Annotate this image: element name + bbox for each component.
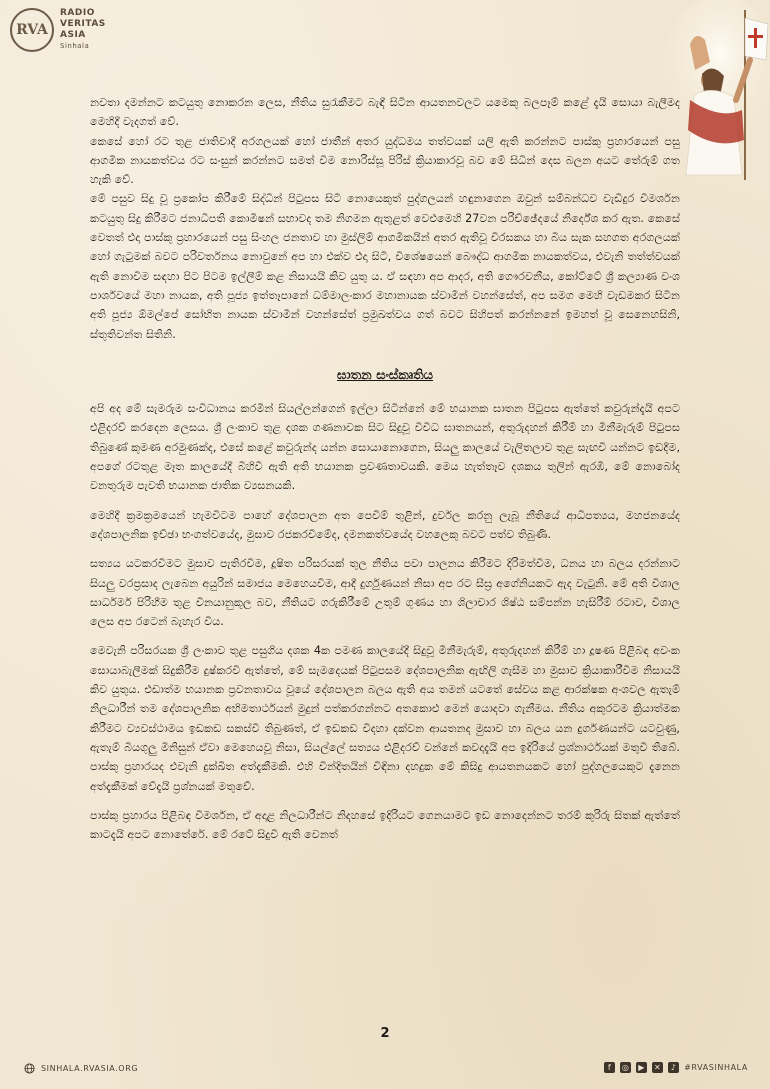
paragraph: සත්‍යය යටකරවීමට මුසාව පැතිරවීම, දූෂිත පරිසරයක් තුල නීතිය පවා පාලනය කිරීමට දිරිමත්වීම, ධනය හා බලය දරන්නාට සියලු වරප්‍රසාද ලැබෙන අයුරින් සමාජය මෙහෙයවීම, ආදී දුර්ගුණයන් නිසා අප රට සීඝ්‍ර අගේනියකට ඇද වැටුනි. මේ අති විශාල සාර්ධර්ම පිරිහීම තුළ විනයානුකූල බව, නීතියට ගරුකිරීමේ උතුම් ගුණය හා ශිලාචාර ශිෂ්ඨ සම්පන්න හැසිරීම් රටාව, විශාල ලෙස අප රටෙන් බැහැර විය.: [90, 557, 680, 629]
rva-emblem-icon: RVA: [10, 8, 54, 52]
page-number: 2: [380, 1026, 390, 1041]
footer-social: [604, 1062, 748, 1073]
radio-veritas-logo: [10, 8, 106, 52]
instagram-icon[interactable]: ◎: [621, 1063, 630, 1072]
globe-icon: [24, 1063, 35, 1074]
article-body: [90, 93, 680, 854]
logo-line-2: VERITAS: [60, 19, 106, 29]
section-heading: ඝාතන සංස්කෘතිය: [337, 367, 433, 383]
paragraph: නවතා දමන්නට කටයුතු නොකරන ලෙස, නීතිය සුරැකීමට බැඳී සිටින ආයතනවලට යමෙකු බලපෑම් කළේ දැයි සොයා බැලීමද මෙහිදී වැදගත් වේ.: [90, 96, 680, 129]
x-icon[interactable]: ✕: [653, 1063, 662, 1072]
paragraph: පාස්කු ප්‍රහාරය පිළිබඳ විමර්ශන, ඒ අදාළ නිලධාරීන්ට නිදහසේ ඉදිරියට ගෙනයාමට ඉඩ නොදෙන්නට තරම් කුරිරු සිතක් ඇත්තේ කාටදැයි අපට නොතේරේ. මේ රටේ සිදුවී ඇති වෙනත්: [90, 808, 680, 842]
paragraph: මෙහිදී ක්‍රමක්‍රමයෙන් හැමවිටම පාහේ දේශපාලන අත පෙවීම් තුළින්, දුර්වල කරනු ලැබූ නීතියේ ආධිපත්‍යය, මහජනයේද දේශපාලනික ඉච්ඡා භංගත්වයේද, මුසාව රජකරවීමේද, දමනකත්වයේද වහලෙකු බවට පත්ව තිබුණි.: [90, 508, 680, 541]
logo-line-3: ASIA: [60, 30, 86, 40]
tiktok-icon[interactable]: ♪: [668, 1062, 679, 1073]
paragraph: අපි අද මේ සැමරුම සංවිධානය කරමින් සියල්ලන්ගෙන් ඉල්ලා සිටින්නේ මේ භයානක ඝාතන පිටුපස ඇත්තේ කවුරුන්දැයි අපට එළිදරව් කරදෙන ලෙසය. ශ්‍රී ලංකාව තුළ දශක ගණනාවක සිට සිදුවූ විවිධ ඝාතනයන්, අතුරුදහන් කිරීම් හා මිනීමැරුම් පිටුපස තිබුණේ කුමණ අරමුණක්ද, එසේ කළේ කවුරුන්ද යන්න සොයානොගෙන, සියලු කාලයේ වැලිතලාව තුළ සැඟවී යන්නට ඉඩදීම, අපගේ රටතුළ මෑත කාලයේදී බිහිවී ඇති අති භයානක ප්‍රවණතාවයකි. මෙය හැත්තෑව දශකය තුලින් ඇරඹී, මේ නොබෝද වනතුරුම පැවති භයානක ජාතික ව්‍යසනයකි.: [90, 402, 680, 493]
hashtag: #RVASINHALA: [684, 1063, 748, 1072]
paragraph: මෙවැනි පරිසරයක ශ්‍රී ලංකාව තුළ පසුගිය දශක 4ක පමණ කාලයේදී සිදුවූ මිනීමැරුම්, අතුරුදහන් කිරීම් හා දූෂණ පිළිබඳ අවංක සොයාබැලීමක් සිදුකිරීම දුෂ්කරවී ඇත්තේ, මේ සැමදෙයක් පිටුපසම දේශපාලනික ඇඟිලි ගැසීම හා මුසාව ක්‍රියාකාරීවීම නිසායයි කිව යුතුය. එඩාත්ම භයානක ප්‍රවනතාවය වූයේ දේශපාලන බලය ඇති අය තමන් යටතේ සේවය කළ ආරක්ෂක අංශවල ඇතැම් නිලධාරීන් තම දේශපාලනික අභිමතාර්ථයන් මුදුන් පත්කරගන්නට අතකොළු මෙන් යොදවා ගැනීමය. නීතිය අකුරටම ක්‍රියාත්මක කිරීමට ව්‍යවස්ථාමය ඉඩකඩ සකස්වී තිබුණත්, ඒ ඉඩකඩ විදහා දක්වන ආයතනද මුසාව හා බලය යන දුර්ගණයන්ට යටවුණු, ඇතැම් බියගුලු මිනිසුන් ඒවා මෙහෙයවූ නිසා, සියල්ලේ සත්‍යය එළිදරව් වන්නේ කවදාදැයි අප ඉදිරියේ ප්‍රශ්නාර්ථයක් මතුවී තිබේ. පාස්කු ප්‍රහාරයද එවැනි දුක්ඛිත අත්දැකීමකි. එහි වින්දිතයින් විඳිනා දහදුක මේ කිසිදු ආයතනයකට හෝ පුද්ගලයෙකුට දැනෙන අත්දැකීමක් වේදැයි ප්‍රශ්නයක් මතුවේ.: [90, 644, 680, 793]
paragraph: කෙසේ හෝ රට තුළ ජාතිවාදී අරගලයක් හෝ ජාතීන් අතර යුද්ධමය තත්වයක් යලි ඇති කරන්නට පාස්කු ප්‍රහාරයෙන් පසු ආගමික නායකත්වය රට සංසුන් කරන්නට සමත් වීම නොරිස්සූ පිරිස් ක්‍රියාකාරවූ බව මේ සිධීන් දෙස බලන අයට තේරුම් ගත හැකි වේ.: [90, 134, 680, 187]
logo-wordmark: [60, 8, 106, 52]
logo-line-4: Sinhala: [60, 42, 90, 50]
footer-website[interactable]: [24, 1063, 138, 1074]
website-link[interactable]: SINHALA.RVASIA.ORG: [41, 1064, 139, 1073]
logo-line-1: RADIO: [60, 8, 95, 18]
youtube-icon[interactable]: ▶: [636, 1062, 647, 1073]
paragraph: මේ පසුව සිදු වූ ප්‍රකෝප කිරීමේ සිද්ධීන් පිටුපස සිටි නොයෙකුත් පුද්ගලයන් හඳුනාගෙන ඔවුන් සම්බන්ධව වැඩිදුර විමර්ශන කටයුතු සිදු කිරීමට ජනාධිපති කොමිෂන් සභාවද තම නිගමන ඇතුළත් වෙළුමෙහි 27වන පරිච්ඡේදයේ නිර්දේශ කර ඇත. කෙසේ වෙතත් එදා පාස්කු ප්‍රහාරයෙන් පසු සිංහල ජනතාව හා මුස්ලිම් ආගමිකයින් අතර ඇතිවූ විරසකය හා බිය සැක සහගත අරගලයක් හෝ ගැටුමක් බවට පරිවර්තනය නොවුනේ අප හා එක්ව එදා සිටි, විශේෂයෙන් බෞද්ධ ආගමික නායකත්වය, එවැනි තත්ත්වයක් ඇති නොවීම සඳහා පිට පිටම ඉල්ලීම් කළ නිසායයි කිව යුතු ය. ඒ සඳහා අප ආදර, අති ගෞරවනීය, කෝට්ටේ ශ්‍රී කල්‍යාණ වංශ පාර්ශවයේ මහා නායක, අති පූජ්‍ය ඉත්තෑපානේ ධම්මාලංකාර මහානායක ස්වාමීන් වහන්සේත්, අප සමග මෙහි වැඩමකර සිටින අති පූජ්‍ය ඕමල්පේ සෝභිත නායක ස්වාමීන් වහන්සේත් ප්‍රමුඛත්වය ගත් බවට සිහිපත් කරන්නනේ ඉමහත් වූ සෙනෙහසිනි, ස්තුතිවන්ත සිතිනි.: [90, 192, 680, 341]
facebook-icon[interactable]: f: [604, 1062, 615, 1073]
